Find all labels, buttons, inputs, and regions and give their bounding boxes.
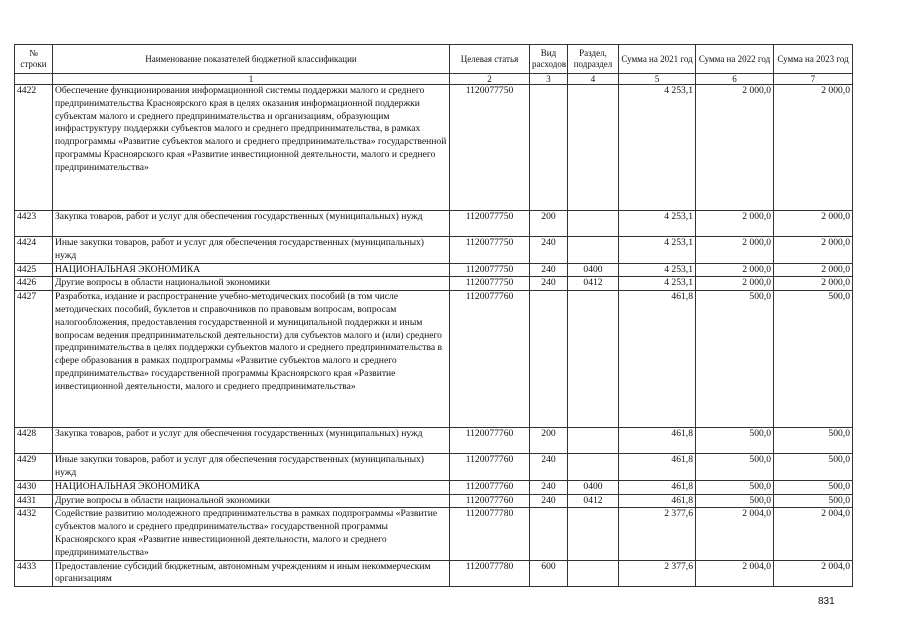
row-section (568, 428, 619, 454)
table-row (15, 263, 853, 277)
row-target: 1120077760 (450, 480, 530, 494)
row-sum-2022: 2 000,0 (696, 211, 774, 237)
row-section (568, 237, 619, 264)
row-target: 1120077760 (450, 494, 530, 508)
row-target: 1120077780 (450, 508, 530, 560)
row-sum-2022: 500,0 (696, 454, 774, 481)
row-sum-2023: 500,0 (774, 480, 853, 494)
row-sum-2021: 461,8 (619, 494, 696, 508)
row-sum-2021: 4 253,1 (619, 85, 696, 211)
header-row-no: № строки (15, 45, 53, 74)
row-name: НАЦИОНАЛЬНАЯ ЭКОНОМИКА (53, 263, 450, 277)
row-sum-2023: 2 004,0 (774, 560, 853, 587)
row-sum-2022: 2 004,0 (696, 508, 774, 560)
row-section (568, 291, 619, 428)
row-section: 0412 (568, 277, 619, 291)
row-type: 240 (530, 454, 568, 481)
row-target: 1120077760 (450, 454, 530, 481)
row-sum-2021: 4 253,1 (619, 277, 696, 291)
row-target: 1120077750 (450, 263, 530, 277)
row-sum-2021: 4 253,1 (619, 263, 696, 277)
row-name: Иные закупки товаров, работ и услуг для обеспечения государственных (муниципальных) нужд (53, 237, 450, 264)
row-number: 4427 (15, 291, 53, 428)
row-sum-2021: 461,8 (619, 428, 696, 454)
row-type: 240 (530, 237, 568, 264)
row-number: 4423 (15, 211, 53, 237)
table-row (15, 277, 853, 291)
row-sum-2021: 461,8 (619, 291, 696, 428)
row-number: 4428 (15, 428, 53, 454)
table-row (15, 211, 853, 237)
row-number: 4426 (15, 277, 53, 291)
row-target: 1120077760 (450, 291, 530, 428)
row-section (568, 508, 619, 560)
row-target: 1120077760 (450, 428, 530, 454)
col-number: 6 (696, 74, 774, 85)
row-target: 1120077750 (450, 277, 530, 291)
row-type (530, 508, 568, 560)
row-sum-2022: 2 000,0 (696, 237, 774, 264)
row-sum-2021: 4 253,1 (619, 237, 696, 264)
row-sum-2022: 2 000,0 (696, 263, 774, 277)
row-sum-2021: 2 377,6 (619, 508, 696, 560)
row-section: 0400 (568, 263, 619, 277)
row-name: Содействие развитию молодежного предпринимательства в рамках подпрограммы «Развитие субъектов малого и среднего предпринимательства» государственной программы Красноярского края «Развитие инвестиционной деятельности, малого и среднего предпринимательства» (53, 508, 450, 560)
row-sum-2022: 500,0 (696, 428, 774, 454)
row-name: Другие вопросы в области национальной экономики (53, 277, 450, 291)
row-number: 4431 (15, 494, 53, 508)
row-section: 0400 (568, 480, 619, 494)
row-section: 0412 (568, 494, 619, 508)
header-sum-2022: Сумма на 2022 год (696, 45, 774, 74)
col-number: 4 (568, 74, 619, 85)
table-row (15, 237, 853, 264)
row-section (568, 211, 619, 237)
row-sum-2023: 2 000,0 (774, 277, 853, 291)
row-sum-2021: 4 253,1 (619, 211, 696, 237)
row-sum-2023: 2 000,0 (774, 263, 853, 277)
row-sum-2021: 461,8 (619, 454, 696, 481)
header-sum-2021: Сумма на 2021 год (619, 45, 696, 74)
col-number: 7 (774, 74, 853, 85)
row-sum-2023: 2 004,0 (774, 508, 853, 560)
header-target: Целевая статья (450, 45, 530, 74)
row-number: 4422 (15, 85, 53, 211)
row-sum-2023: 500,0 (774, 454, 853, 481)
header-row (15, 45, 853, 74)
row-type: 240 (530, 480, 568, 494)
row-number: 4432 (15, 508, 53, 560)
budget-table (14, 44, 853, 587)
column-number-row (15, 74, 853, 85)
table-row (15, 494, 853, 508)
table-row (15, 428, 853, 454)
row-sum-2021: 461,8 (619, 480, 696, 494)
row-name: Обеспечение функционирования информационной системы поддержки малого и среднего предпринимательства Красноярского края в целях оказания информационной поддержки субъектам малого и среднего предпринимательства и организациям, образующим инфраструктуру поддержки субъектов малого и среднего предпринимательства, в рамках подпрограммы «Развитие субъектов малого и среднего предпринимательства» государственной программы Красноярского края «Развитие инвестиционной деятельности, малого и среднего предпринимательства» (53, 85, 450, 211)
row-section (568, 560, 619, 587)
table-row (15, 560, 853, 587)
row-sum-2021: 2 377,6 (619, 560, 696, 587)
row-target: 1120077750 (450, 211, 530, 237)
row-name: НАЦИОНАЛЬНАЯ ЭКОНОМИКА (53, 480, 450, 494)
row-number: 4425 (15, 263, 53, 277)
row-type (530, 85, 568, 211)
table-row (15, 85, 853, 211)
row-number: 4430 (15, 480, 53, 494)
table-row (15, 480, 853, 494)
col-number (15, 74, 53, 85)
row-sum-2023: 2 000,0 (774, 85, 853, 211)
row-name: Закупка товаров, работ и услуг для обеспечения государственных (муниципальных) нужд (53, 211, 450, 237)
row-number: 4429 (15, 454, 53, 481)
row-sum-2023: 2 000,0 (774, 237, 853, 264)
row-sum-2022: 500,0 (696, 480, 774, 494)
row-sum-2022: 500,0 (696, 494, 774, 508)
row-name: Закупка товаров, работ и услуг для обеспечения государственных (муниципальных) нужд (53, 428, 450, 454)
row-type (530, 291, 568, 428)
row-sum-2022: 2 004,0 (696, 560, 774, 587)
header-name: Наименование показателей бюджетной классификации (53, 45, 450, 74)
header-section: Раздел, подраздел (568, 45, 619, 74)
row-section (568, 85, 619, 211)
col-number: 1 (53, 74, 450, 85)
row-type: 240 (530, 263, 568, 277)
header-sum-2023: Сумма на 2023 год (774, 45, 853, 74)
row-sum-2023: 500,0 (774, 428, 853, 454)
row-type: 240 (530, 277, 568, 291)
row-type: 200 (530, 211, 568, 237)
row-number: 4433 (15, 560, 53, 587)
row-sum-2022: 2 000,0 (696, 85, 774, 211)
row-sum-2022: 2 000,0 (696, 277, 774, 291)
row-sum-2022: 500,0 (696, 291, 774, 428)
table-row (15, 454, 853, 481)
col-number: 5 (619, 74, 696, 85)
row-sum-2023: 2 000,0 (774, 211, 853, 237)
header-expense-type: Вид расходов (530, 45, 568, 74)
row-target: 1120077750 (450, 237, 530, 264)
row-section (568, 454, 619, 481)
col-number: 3 (530, 74, 568, 85)
row-target: 1120077780 (450, 560, 530, 587)
row-target: 1120077750 (450, 85, 530, 211)
row-name: Другие вопросы в области национальной экономики (53, 494, 450, 508)
table-row (15, 508, 853, 560)
row-number: 4424 (15, 237, 53, 264)
row-sum-2023: 500,0 (774, 291, 853, 428)
row-type: 200 (530, 428, 568, 454)
table-row (15, 291, 853, 428)
row-type: 240 (530, 494, 568, 508)
col-number: 2 (450, 74, 530, 85)
row-name: Иные закупки товаров, работ и услуг для обеспечения государственных (муниципальных) нужд (53, 454, 450, 481)
row-sum-2023: 500,0 (774, 494, 853, 508)
row-name: Предоставление субсидий бюджетным, автономным учреждениям и иным некоммерческим организациям (53, 560, 450, 587)
row-type: 600 (530, 560, 568, 587)
row-name: Разработка, издание и распространение учебно-методических пособий (в том числе методических пособий, буклетов и справочников по правовым вопросам, вопросам налогообложения, предоставления государственной и муниципальной поддержки и иным вопросам ведения предпринимательской деятельности) для субъектов малого и (или) среднего предпринимательства в целях поддержки субъектов малого и среднего предпринимательства в сфере образования в рамках подпрограммы «Развитие субъектов малого и среднего предпринимательства» государственной программы Красноярского края «Развитие инвестиционной деятельности, малого и среднего предпринимательства» (53, 291, 450, 428)
page-number: 831 (818, 596, 835, 607)
